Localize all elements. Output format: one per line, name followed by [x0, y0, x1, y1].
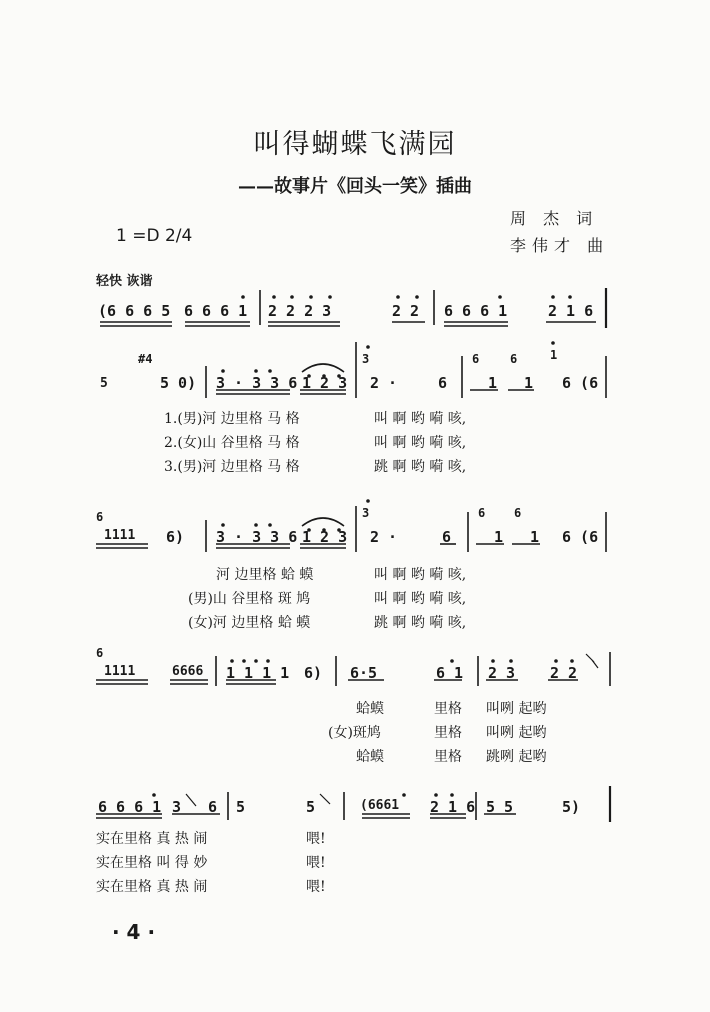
lyric-line: (男)山 谷里格 斑 鸠: [188, 591, 311, 607]
lyric-line: 叫 啊 哟 嗬 咳,: [374, 567, 467, 583]
note-group: 2 1 6: [430, 798, 476, 816]
note-group: 1: [494, 528, 504, 546]
note-group: 2 ·: [370, 528, 398, 546]
lyric-line: 实在里格 真 热 闹: [96, 831, 208, 847]
grace-note: 6: [510, 352, 518, 366]
lyric-line: 3.(男)河 边里格 马 格: [164, 459, 300, 475]
grace-note: 6: [514, 506, 522, 520]
note-group: 5): [562, 798, 581, 816]
note-group: 6·5: [350, 664, 378, 682]
note-group: 6 1: [436, 664, 464, 682]
note-group: 6666: [172, 664, 204, 679]
note-group: 6: [208, 798, 218, 816]
note-group: 1: [488, 374, 498, 392]
note-group: 2 2: [550, 664, 578, 682]
note-group: 6 6 6 1: [444, 302, 508, 320]
lyric-line: 跳 啊 哟 嗬 咳,: [374, 459, 467, 475]
note-group: 6): [166, 528, 185, 546]
page-number: · 4 ·: [112, 920, 156, 944]
composer-credit: 李伟才 曲: [510, 236, 610, 255]
lyric-line: 喂!: [306, 879, 326, 895]
lyric-line: 叫 啊 哟 嗬 咳,: [374, 435, 467, 451]
grace-note: 6: [478, 506, 486, 520]
note-group: 5: [306, 798, 316, 816]
note-group: 5 0): [160, 374, 197, 392]
note-group: 2 2 2 3: [268, 302, 332, 320]
grace-note: 6: [96, 646, 104, 660]
note-group: 3 · 3 3 6: [216, 374, 298, 392]
grace-note: 6: [472, 352, 480, 366]
note-group: 5 5: [486, 798, 514, 816]
grace-note: 6: [96, 510, 104, 524]
song-title: 叫得蝴蝶飞满园: [253, 129, 457, 160]
lyric-line: 里格: [434, 749, 462, 765]
note-group: 2 ·: [370, 374, 398, 392]
key-signature: 1 =D 2/4: [116, 226, 193, 246]
grace-note: #4: [138, 352, 153, 366]
note-group: 6: [438, 374, 448, 392]
lyricist-credit: 周 杰 词: [510, 209, 599, 228]
lyric-line: 河 边里格 蛤 蟆: [216, 567, 314, 583]
grace-note: 1: [550, 348, 558, 362]
lyric-line: 喂!: [306, 855, 326, 871]
note-group: 6 6 6 1: [98, 798, 162, 816]
lyric-line: 实在里格 叫 得 妙: [96, 855, 208, 871]
note-group: (6 6 6 5: [98, 302, 171, 320]
grace-note: 3: [362, 352, 370, 366]
lyric-line: 叫咧 起哟: [486, 725, 547, 741]
lyric-line: 叫 啊 哟 嗬 咳,: [374, 591, 467, 607]
note-group: 2 1 6: [548, 302, 594, 320]
lyric-line: 2.(女)山 谷里格 马 格: [164, 435, 300, 451]
note-group: 1 2 3: [302, 528, 348, 546]
grace-note: 3: [362, 506, 370, 520]
note-group: 6): [304, 664, 323, 682]
note-group: 1: [530, 528, 540, 546]
lyric-line: 实在里格 真 热 闹: [96, 879, 208, 895]
lyric-line: 跳 啊 哟 嗬 咳,: [374, 615, 467, 631]
note-group: 1 2 3: [302, 374, 348, 392]
note-group: 1111: [104, 528, 136, 543]
lyric-line: (女)河 边里格 蛤 蟆: [188, 615, 311, 631]
note-group: (6661: [360, 798, 400, 813]
note-group: 6: [442, 528, 452, 546]
lyric-line: (女)斑鸠: [328, 725, 381, 741]
lyric-line: 跳咧 起哟: [486, 749, 547, 765]
lyric-line: 蛤蟆: [356, 749, 384, 765]
lyric-line: 1.(男)河 边里格 马 格: [164, 411, 300, 427]
lyric-line: 叫咧 起哟: [486, 701, 547, 717]
note-group: 2 2: [392, 302, 420, 320]
note-group: 6 (6: [562, 528, 599, 546]
measure-start: 5: [100, 376, 108, 391]
note-group: 5: [236, 798, 246, 816]
lyric-line: 蛤蟆: [356, 701, 384, 717]
note-group: 3: [172, 798, 182, 816]
note-group: 1111: [104, 664, 136, 679]
note-group: 1 1 1 1: [226, 664, 290, 682]
note-group: 2 3: [488, 664, 516, 682]
tempo-marking: 轻快 诙谐: [96, 274, 153, 289]
note-group: 3 · 3 3 6: [216, 528, 298, 546]
lyric-line: 喂!: [306, 831, 326, 847]
note-group: 6 (6: [562, 374, 599, 392]
lyric-line: 里格: [434, 701, 462, 717]
song-subtitle: ——故事片《回头一笑》插曲: [238, 176, 472, 197]
note-group: 6 6 6 1: [184, 302, 248, 320]
lyric-line: 叫 啊 哟 嗬 咳,: [374, 411, 467, 427]
note-group: 1: [524, 374, 534, 392]
lyric-line: 里格: [434, 725, 462, 741]
